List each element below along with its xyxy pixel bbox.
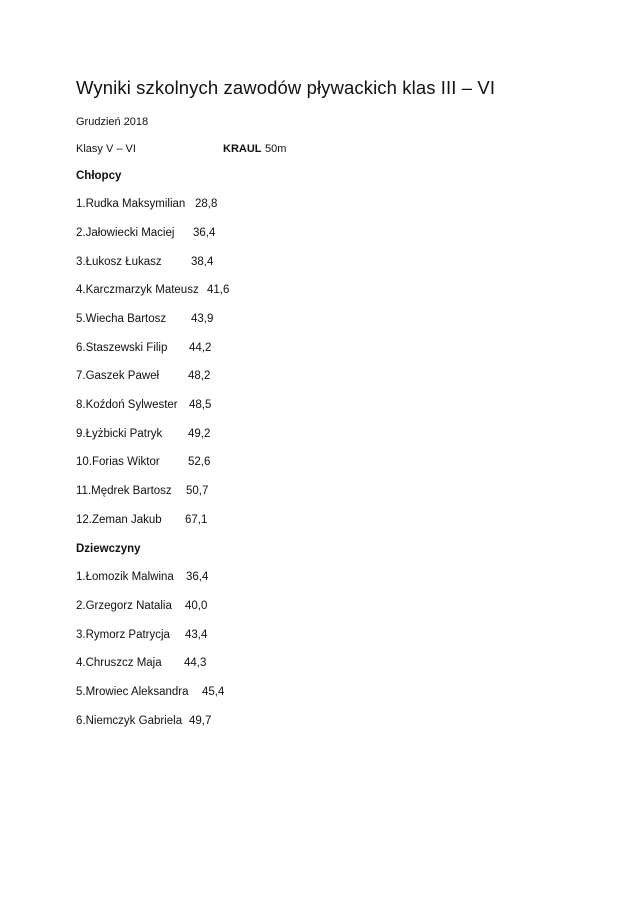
competitor-name: 11.Mędrek Bartosz: [76, 485, 172, 497]
competitor-name: 4.Chruszcz Maja: [76, 657, 162, 669]
competitor-name: 3.Łukosz Łukasz: [76, 256, 162, 268]
competitor-name: 10.Forias Wiktor: [76, 456, 160, 468]
result-time: 38,4: [191, 256, 214, 268]
document-title: Wyniki szkolnych zawodów pływackich klas III – VI: [76, 77, 496, 98]
competitor-name: 5.Mrowiec Aleksandra: [76, 686, 189, 698]
distance-label: 50m: [265, 143, 287, 155]
result-time: 48,5: [189, 399, 212, 411]
competitor-name: 12.Zeman Jakub: [76, 514, 162, 526]
result-time: 40,0: [185, 600, 208, 612]
category-line: [76, 143, 287, 155]
result-time: 36,4: [193, 227, 216, 239]
document-date: Grudzień 2018: [76, 116, 149, 128]
stroke-label: KRAUL: [223, 143, 262, 155]
competitor-name: 1.Rudka Maksymilian: [76, 198, 186, 210]
competitor-name: 5.Wiecha Bartosz: [76, 313, 167, 325]
competitor-name: 2.Grzegorz Natalia: [76, 600, 172, 612]
result-time: 67,1: [185, 514, 208, 526]
competitor-name: 9.Łyżbicki Patryk: [76, 428, 163, 440]
result-time: 41,6: [207, 284, 230, 296]
competitor-name: 8.Koźdoń Sylwester: [76, 399, 178, 411]
girls-heading: Dziewczyny: [76, 543, 141, 555]
competitor-name: 7.Gaszek Paweł: [76, 370, 160, 382]
competitor-name: 6.Niemczyk Gabriela: [76, 715, 183, 727]
result-time: 50,7: [186, 485, 209, 497]
competitor-name: 1.Łomozik Malwina: [76, 571, 174, 583]
competitor-name: 4.Karczmarzyk Mateusz: [76, 284, 199, 296]
result-time: 49,2: [188, 428, 211, 440]
result-time: 43,4: [185, 629, 208, 641]
competitor-name: 6.Staszewski Filip: [76, 342, 168, 354]
result-time: 44,3: [184, 657, 207, 669]
boys-heading: Chłopcy: [76, 170, 122, 182]
competitor-name: 3.Rymorz Patrycja: [76, 629, 170, 641]
result-time: 44,2: [189, 342, 212, 354]
result-time: 28,8: [195, 198, 218, 210]
result-time: 36,4: [186, 571, 209, 583]
result-time: 52,6: [188, 456, 211, 468]
result-time: 49,7: [189, 715, 212, 727]
result-time: 45,4: [202, 686, 225, 698]
competitor-name: 2.Jałowiecki Maciej: [76, 227, 175, 239]
result-time: 43,9: [191, 313, 214, 325]
result-time: 48,2: [188, 370, 211, 382]
class-label: Klasy V – VI: [76, 143, 136, 155]
